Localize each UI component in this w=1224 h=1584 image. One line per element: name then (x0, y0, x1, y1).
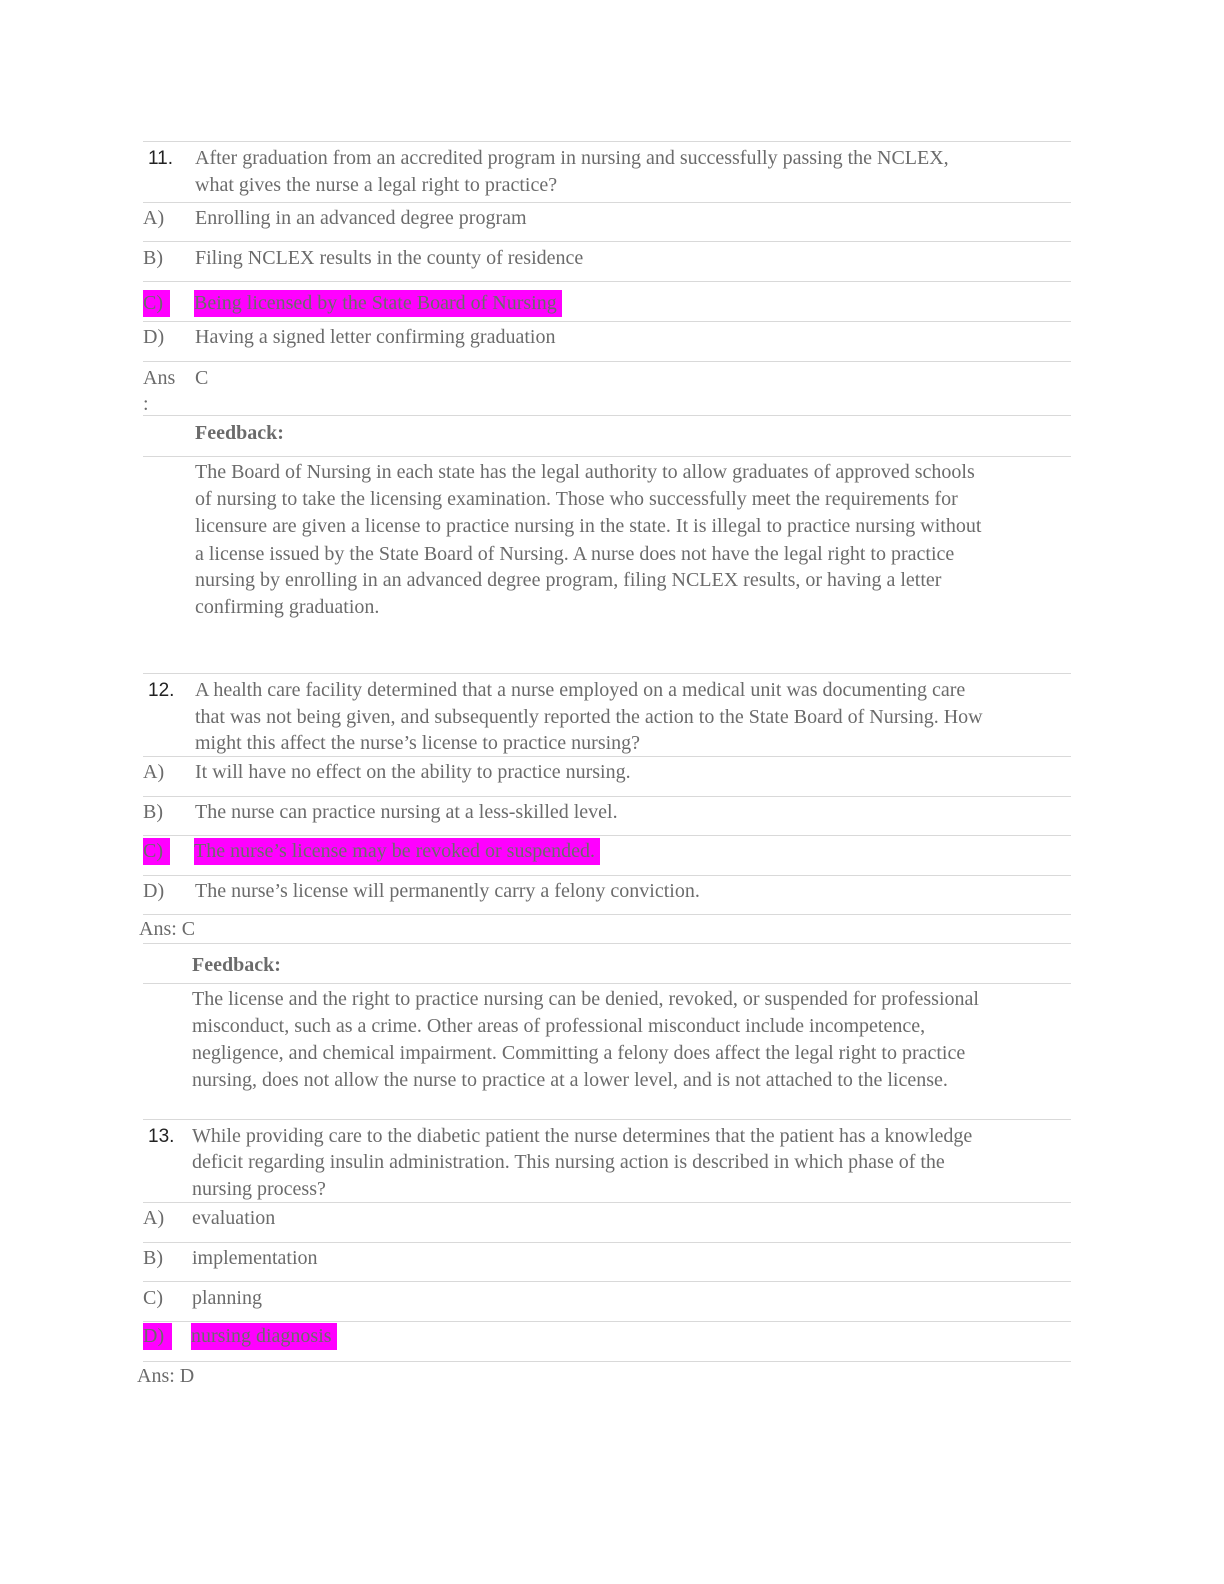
feedback-text: misconduct, such as a crime. Other areas of professional misconduct include incompetence, (192, 1015, 926, 1037)
answer-line: Ans: D (137, 1365, 195, 1387)
option-text: Filing NCLEX results in the county of residence (195, 247, 584, 269)
option-letter: A) (143, 761, 165, 783)
option-letter: B) (143, 1247, 163, 1269)
question-text: After graduation from an accredited program in nursing and successfully passing the NCLEX, (195, 147, 949, 169)
option-letter: A) (143, 207, 165, 229)
option-letter-correct: C) (143, 838, 170, 865)
feedback-text: The Board of Nursing in each state has the legal authority to allow graduates of approved schools (195, 461, 975, 483)
option-letter-correct: D) (143, 1323, 172, 1350)
feedback-text: confirming graduation. (195, 596, 380, 618)
option-text-correct: nursing diagnosis (191, 1323, 337, 1350)
option-text: It will have no effect on the ability to practice nursing. (195, 761, 631, 783)
question-text: that was not being given, and subsequently reported the action to the State Board of Nursing. How (195, 706, 983, 728)
question-text: While providing care to the diabetic patient the nurse determines that the patient has a knowledge (192, 1125, 973, 1147)
option-text: implementation (192, 1247, 318, 1269)
feedback-text: The license and the right to practice nursing can be denied, revoked, or suspended for professional (192, 988, 979, 1010)
question-text: deficit regarding insulin administration. This nursing action is described in which phase of the (192, 1151, 945, 1173)
question-number: 12. (148, 680, 175, 701)
option-text: planning (192, 1287, 262, 1309)
feedback-text: nursing, does not allow the nurse to practice at a lower level, and is not attached to the license. (192, 1069, 948, 1091)
option-letter: D) (143, 880, 165, 902)
feedback-text: nursing by enrolling in an advanced degree program, filing NCLEX results, or having a letter (195, 569, 942, 591)
answer-line: Ans: C (139, 918, 196, 940)
question-text: nursing process? (192, 1178, 326, 1200)
feedback-label: Feedback: (195, 422, 284, 444)
option-letter: C) (143, 1287, 163, 1309)
feedback-text: negligence, and chemical impairment. Committing a felony does affect the legal right to practice (192, 1042, 966, 1064)
option-letter: D) (143, 326, 165, 348)
option-letter-correct: C) (143, 290, 170, 317)
answer-label: : (143, 393, 149, 415)
question-text: what gives the nurse a legal right to practice? (195, 174, 558, 196)
option-text: The nurse can practice nursing at a less-skilled level. (195, 801, 618, 823)
question-text: might this affect the nurse’s license to practice nursing? (195, 732, 641, 754)
question-number: 11. (148, 148, 174, 169)
option-text: evaluation (192, 1207, 276, 1229)
option-text-correct: Being licensed by the State Board of Nursing (194, 290, 562, 317)
question-text: A health care facility determined that a nurse employed on a medical unit was documenting care (195, 679, 966, 701)
question-number: 13. (148, 1126, 175, 1147)
answer-value: C (195, 367, 209, 389)
option-text: The nurse’s license will permanently carry a felony conviction. (195, 880, 700, 902)
option-letter: B) (143, 247, 163, 269)
feedback-text: a license issued by the State Board of Nursing. A nurse does not have the legal right to practice (195, 543, 955, 565)
option-text-correct: The nurse’s license may be revoked or suspended. (194, 838, 600, 865)
option-letter: B) (143, 801, 163, 823)
feedback-text: of nursing to take the licensing examination. Those who successfully meet the requirements for (195, 488, 958, 510)
option-letter: A) (143, 1207, 165, 1229)
option-text: Having a signed letter confirming graduation (195, 326, 556, 348)
answer-label: Ans (143, 367, 176, 389)
feedback-text: licensure are given a license to practice nursing in the state. It is illegal to practice nursing without (195, 515, 982, 537)
option-text: Enrolling in an advanced degree program (195, 207, 527, 229)
feedback-label: Feedback: (192, 954, 281, 976)
